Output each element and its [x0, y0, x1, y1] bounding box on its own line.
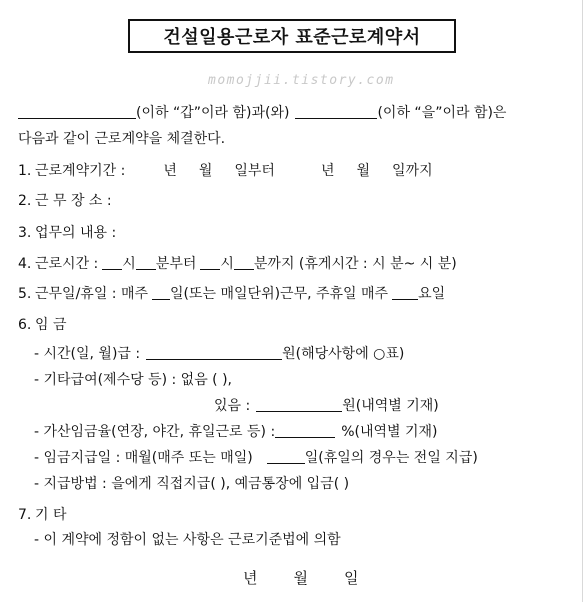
- day-label: 일: [344, 569, 359, 587]
- party-a-text: (이하 “갑”이라 함)과(와): [136, 105, 290, 121]
- section-label: 임 금: [35, 317, 67, 333]
- wage-hourly-line: [34, 345, 404, 363]
- section-number: 7.: [18, 507, 32, 523]
- section-label: 근로계약기간 :: [35, 163, 126, 179]
- workdays-blank[interactable]: [152, 285, 170, 300]
- payday-blank[interactable]: [267, 449, 305, 464]
- intro-line-2: 다음과 같이 근로계약을 체결한다.: [18, 131, 226, 147]
- other-note: - 이 계약에 정함이 없는 사항은 근로기준법에 의함: [34, 532, 341, 548]
- party-b-blank[interactable]: [295, 104, 377, 119]
- end-minute-blank[interactable]: [234, 255, 254, 270]
- page-edge-divider: [582, 0, 583, 602]
- watermark-text: momojjii.tistory.com: [208, 73, 395, 88]
- intro-line-1: [18, 104, 506, 122]
- wage-other-yes-line: [214, 397, 439, 415]
- section-label: 업무의 내용 :: [35, 225, 117, 241]
- end-hour-blank[interactable]: [200, 255, 220, 270]
- year-label: 년: [243, 569, 258, 587]
- section-workplace: [18, 192, 112, 210]
- start-hour-blank[interactable]: [102, 255, 122, 270]
- section-label: 기 타: [35, 507, 67, 523]
- end-month-label: 월: [356, 163, 371, 179]
- other-yes-label: 있음 :: [214, 398, 251, 414]
- start-year-label: 년: [163, 163, 177, 179]
- wage-overtime-line: [34, 423, 437, 441]
- section-job-description: [18, 224, 116, 242]
- document-title: 건설일용근로자 표준근로계약서: [128, 19, 456, 53]
- section-wages: [18, 316, 67, 334]
- wage-payday-line: [34, 449, 478, 467]
- section-working-hours: [18, 255, 457, 273]
- other-amount-suffix: 원(내역별 기재): [342, 398, 439, 414]
- hourly-wage-label: - 시간(일, 월)급 :: [34, 346, 141, 362]
- section-label: 근무일/휴일 : 매주: [35, 286, 149, 302]
- overtime-rate-label: - 가산임금율(연장, 야간, 휴일근로 등) :: [34, 424, 276, 440]
- section-number: 3.: [18, 225, 32, 241]
- overtime-rate-blank[interactable]: [275, 423, 335, 438]
- until-break-label: 분까지 (휴게시간 : 시 분~ 시 분): [253, 256, 457, 272]
- section-number: 6.: [18, 317, 32, 333]
- start-day-label: 일부터: [234, 163, 275, 179]
- section-number: 2.: [18, 193, 32, 209]
- section-label: 근 무 장 소 :: [35, 193, 112, 209]
- hourly-wage-suffix: 원(해당사항에 ○표): [282, 346, 405, 362]
- holiday-day-blank[interactable]: [392, 285, 418, 300]
- other-amount-blank[interactable]: [256, 397, 342, 412]
- hour-label: 시: [220, 256, 234, 272]
- hour-label: 시: [122, 256, 136, 272]
- wage-method-line: - 지급방법 : 을에게 직접지급( ), 예금통장에 입금( ): [34, 476, 350, 492]
- section-number: 1.: [18, 163, 32, 179]
- end-day-label: 일까지: [392, 163, 433, 179]
- payday-label: - 임금지급일 : 매월(매주 또는 매일): [34, 450, 253, 466]
- section-number: 4.: [18, 256, 32, 272]
- overtime-rate-suffix: %(내역별 기재): [341, 424, 438, 440]
- section-other: [18, 506, 67, 524]
- start-minute-blank[interactable]: [136, 255, 156, 270]
- start-month-label: 월: [198, 163, 213, 179]
- party-b-text: (이하 “을”이라 함)은: [377, 105, 507, 121]
- signing-date-line: [243, 567, 359, 588]
- hourly-wage-blank[interactable]: [146, 345, 282, 360]
- party-a-blank[interactable]: [18, 104, 136, 119]
- wage-other-line: - 기타급여(제수당 등) : 없음 ( ),: [34, 372, 233, 388]
- section-number: 5.: [18, 286, 32, 302]
- end-year-label: 년: [320, 163, 335, 179]
- workdays-text: 일(또는 매일단위)근무, 주휴일 매주: [170, 286, 389, 302]
- section-label: 근로시간 :: [35, 256, 99, 272]
- section-workdays-holidays: [18, 285, 445, 303]
- from-label: 분부터: [155, 256, 197, 272]
- month-label: 월: [293, 569, 308, 587]
- weekday-label: 요일: [418, 286, 446, 302]
- payday-suffix: 일(휴일의 경우는 전일 지급): [304, 450, 478, 466]
- section-contract-period: [18, 162, 433, 180]
